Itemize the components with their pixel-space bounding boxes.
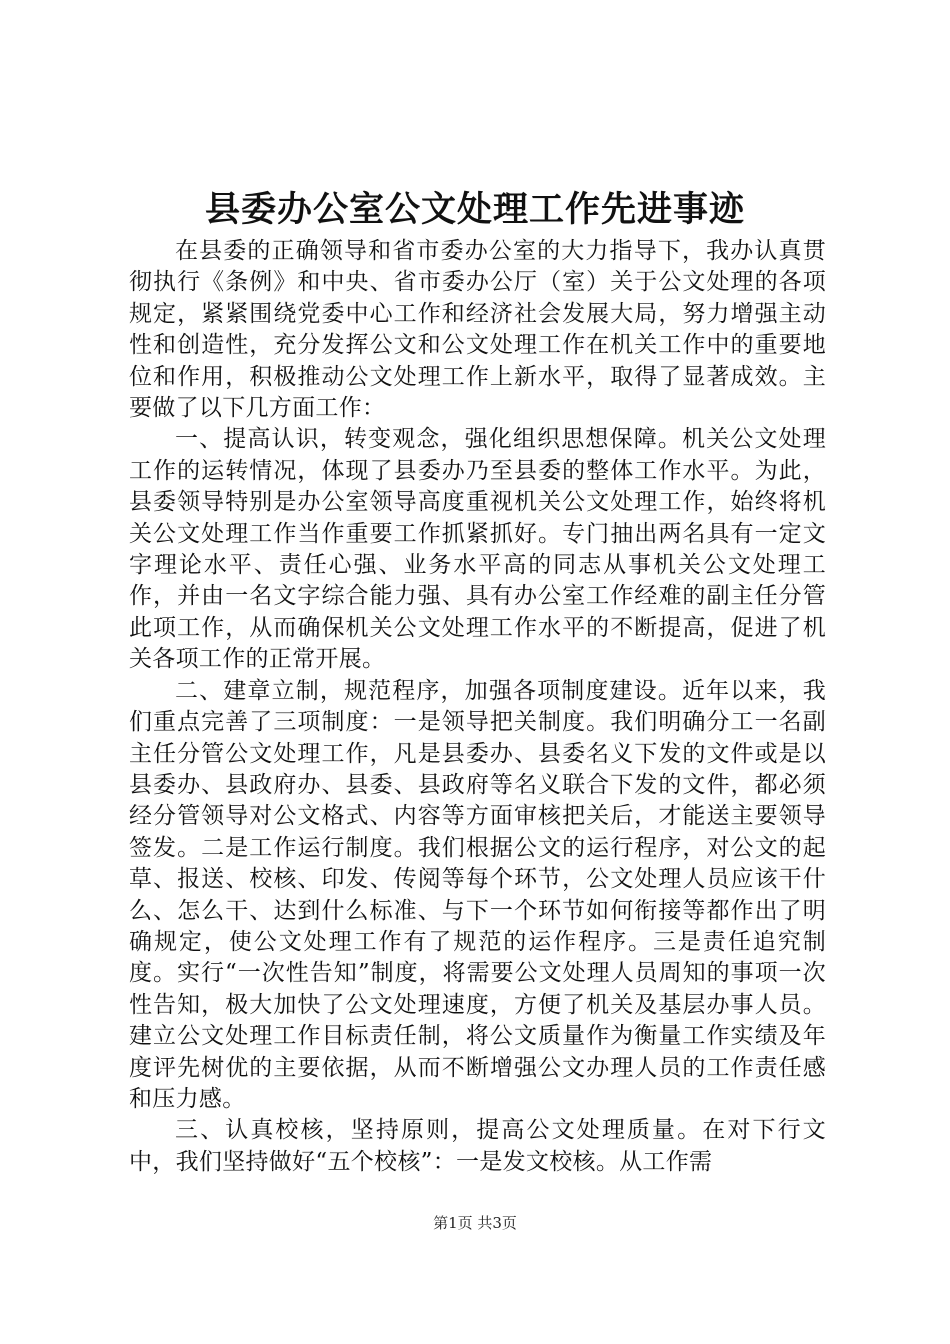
paragraph-intro: 在县委的正确领导和省市委办公室的大力指导下，我办认真贯彻执行《条例》和中央、省市委办公厅（室）关于公文处理的各项规定，紧紧围绕党委中心工作和经济社会发展大局，努力增强主动性和创造性，充分发挥公文和公文处理工作在机关工作中的重要地位和作用，积极推动公文处理工作上新水平，取得了显著成效。主要做了以下几方面工作： [129,238,826,422]
paragraph-section-1: 一、提高认识，转变观念，强化组织思想保障。机关公文处理工作的运转情况，体现了县委办乃至县委的整体工作水平。为此，县委领导特别是办公室领导高度重视机关公文处理工作，始终将机关公文处理工作当作重要工作抓紧抓好。专门抽出两名具有一定文字理论水平、责任心强、业务水平高的同志从事机关公文处理工作，并由一名文字综合能力强、具有办公室工作经难的副主任分管此项工作，从而确保机关公文处理工作水平的不断提高，促进了机关各项工作的正常开展。 [129,426,826,673]
document-title: 县委办公室公文处理工作先进事迹 [204,189,745,230]
document-body [129,236,826,1178]
paragraph-section-3: 三、认真校核，坚持原则，提高公文处理质量。在对下行文中，我们坚持做好“五个校核”：一是发文校核。从工作需 [129,1117,826,1175]
page-number-footer: 第1页 共3页 [433,1214,517,1232]
paragraph-section-2: 二、建章立制，规范程序，加强各项制度建设。近年以来，我们重点完善了三项制度：一是领导把关制度。我们明确分工一名副主任分管公文处理工作，凡是县委办、县委名义下发的文件或是以县委办、县政府办、县委、县政府等名义联合下发的文件，都必须经分管领导对公文格式、内容等方面审核把关后，才能送主要领导签发。二是工作运行制度。我们根据公文的运行程序，对公文的起草、报送、校核、印发、传阅等每个环节，公文处理人员应该干什么、怎么干、达到什么标准、与下一个环节如何衔接等都作出了明确规定，使公文处理工作有了规范的运作程序。三是责任追究制度。实行“一次性告知”制度，将需要公文处理人员周知的事项一次性告知，极大加快了公文处理速度，方便了机关及基层办事人员。建立公文处理工作目标责任制，将公文质量作为衡量工作实绩及年度评先树优的主要依据，从而不断增强公文办理人员的工作责任感和压力感。 [129,677,826,1112]
